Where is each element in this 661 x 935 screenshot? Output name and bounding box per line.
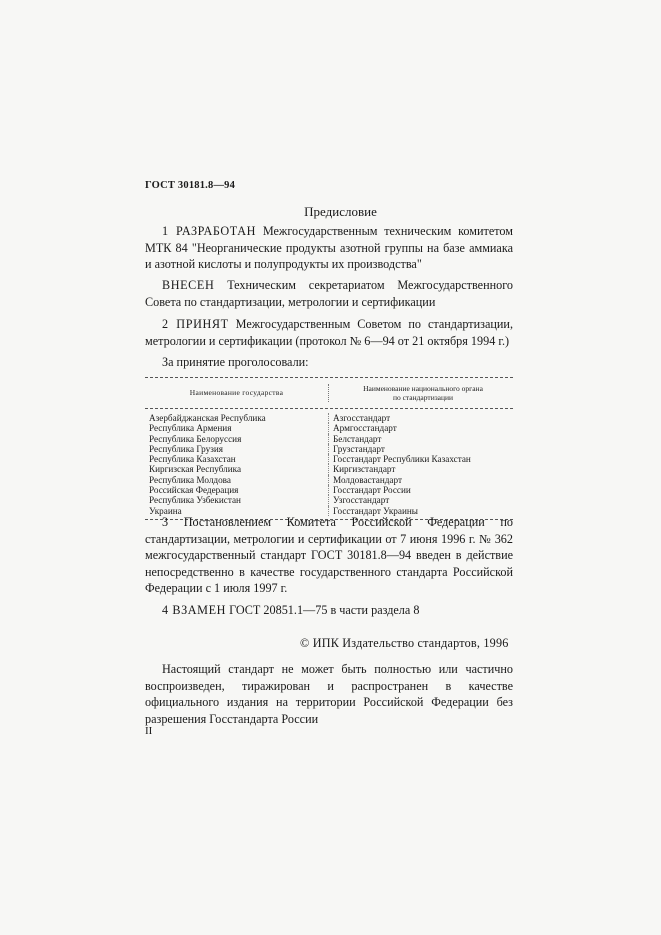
page-title: Предисловие bbox=[304, 204, 377, 219]
paragraph-submitted bbox=[145, 277, 513, 310]
state-cell: Российская Федерация bbox=[149, 485, 239, 496]
table-row bbox=[145, 475, 513, 485]
state-cell: Республика Узбекистан bbox=[149, 495, 241, 506]
standard-code: ГОСТ 30181.8—94 bbox=[145, 180, 236, 191]
table-row bbox=[145, 495, 513, 505]
adopted-caps: 2 ПРИНЯТ bbox=[162, 317, 229, 331]
state-cell: Республика Белоруссия bbox=[149, 433, 242, 444]
table-row bbox=[145, 434, 513, 444]
table-row bbox=[145, 423, 513, 433]
adopted-text: Межгосударственным Советом по стандартизации, метрологии и сертификации (протокол № 6—94 от 21 октября 1994 г.) bbox=[145, 317, 513, 348]
paragraph-resolution: 3 Постановлением Комитета Российской Федерации по стандартизации, метрологии и сертификации от 7 июня 1996 г. № 362 межгосударственный стандарт ГОСТ 30181.8—94 введен в действие непосредственно в качестве государственного стандарта Российской Федерации с 1 июля 1997 г. bbox=[145, 515, 513, 595]
body-cell: Азгосстандарт bbox=[328, 413, 513, 423]
paragraph-voted: За принятие проголосовали: bbox=[162, 355, 309, 369]
state-cell: Республика Грузия bbox=[149, 443, 223, 454]
body-cell: Госстандарт Республики Казахстан bbox=[328, 454, 513, 464]
table-body bbox=[145, 413, 513, 516]
replaces-text: ГОСТ 20851.1—75 в части раздела 8 bbox=[226, 603, 420, 617]
col-header-body bbox=[328, 384, 513, 402]
state-cell: Киргизская Республика bbox=[149, 464, 242, 475]
table-row bbox=[145, 454, 513, 464]
state-cell: Республика Казахстан bbox=[149, 454, 236, 465]
body-cell: Армгосстандарт bbox=[328, 423, 513, 433]
paragraph-adopted bbox=[145, 316, 513, 349]
body-cell: Киргизстандарт bbox=[328, 464, 513, 474]
col-header-state: Наименование государства bbox=[189, 387, 284, 397]
table-header bbox=[145, 378, 513, 408]
state-cell: Республика Армения bbox=[149, 423, 232, 434]
submitted-caps: ВНЕСЕН bbox=[162, 278, 215, 292]
table-row bbox=[145, 485, 513, 495]
page-number: II bbox=[145, 725, 153, 737]
state-cell: Азербайджанская Республика bbox=[149, 413, 266, 423]
developed-caps: 1 РАЗРАБОТАН bbox=[162, 224, 257, 238]
state-cell: Республика Молдова bbox=[149, 474, 231, 485]
replaces-caps: 4 ВЗАМЕН bbox=[162, 603, 227, 617]
body-cell: Госстандарт Украины bbox=[328, 506, 513, 516]
table-row bbox=[145, 464, 513, 474]
copyright-line: © ИПК Издательство стандартов, 1996 bbox=[300, 636, 509, 650]
col-header-body-line1: Наименование национального органа bbox=[363, 384, 483, 393]
body-cell: Грузстандарт bbox=[328, 444, 513, 454]
paragraph-reproduction-notice: Настоящий стандарт не может быть полностью или частично воспроизведен, тиражирован и распространен в качестве официального издания на территории Российской Федерации без разрешения Госстандарта России bbox=[145, 662, 513, 726]
state-cell: Украина bbox=[149, 505, 182, 516]
table-row bbox=[145, 444, 513, 454]
body-cell: Белстандарт bbox=[328, 434, 513, 444]
submitted-text: Техническим секретариатом Межгосударственного Совета по стандартизации, метрологии и сертификации bbox=[145, 278, 513, 309]
developed-text: Межгосударственным техническим комитетом МТК 84 "Неорганические продукты азотной группы на базе аммиака и азотной кислоты и полупродукты их производства" bbox=[145, 224, 513, 271]
voting-table bbox=[145, 377, 513, 520]
paragraph-replaces bbox=[145, 602, 513, 619]
paragraph-developed bbox=[145, 223, 513, 273]
body-cell: Молдовастандарт bbox=[328, 475, 513, 485]
body-cell: Госстандарт России bbox=[328, 485, 513, 495]
table-header-rule bbox=[145, 408, 513, 409]
col-header-body-line2: по стандартизации bbox=[392, 393, 454, 402]
body-cell: Узгосстандарт bbox=[328, 495, 513, 505]
table-row bbox=[145, 413, 513, 423]
